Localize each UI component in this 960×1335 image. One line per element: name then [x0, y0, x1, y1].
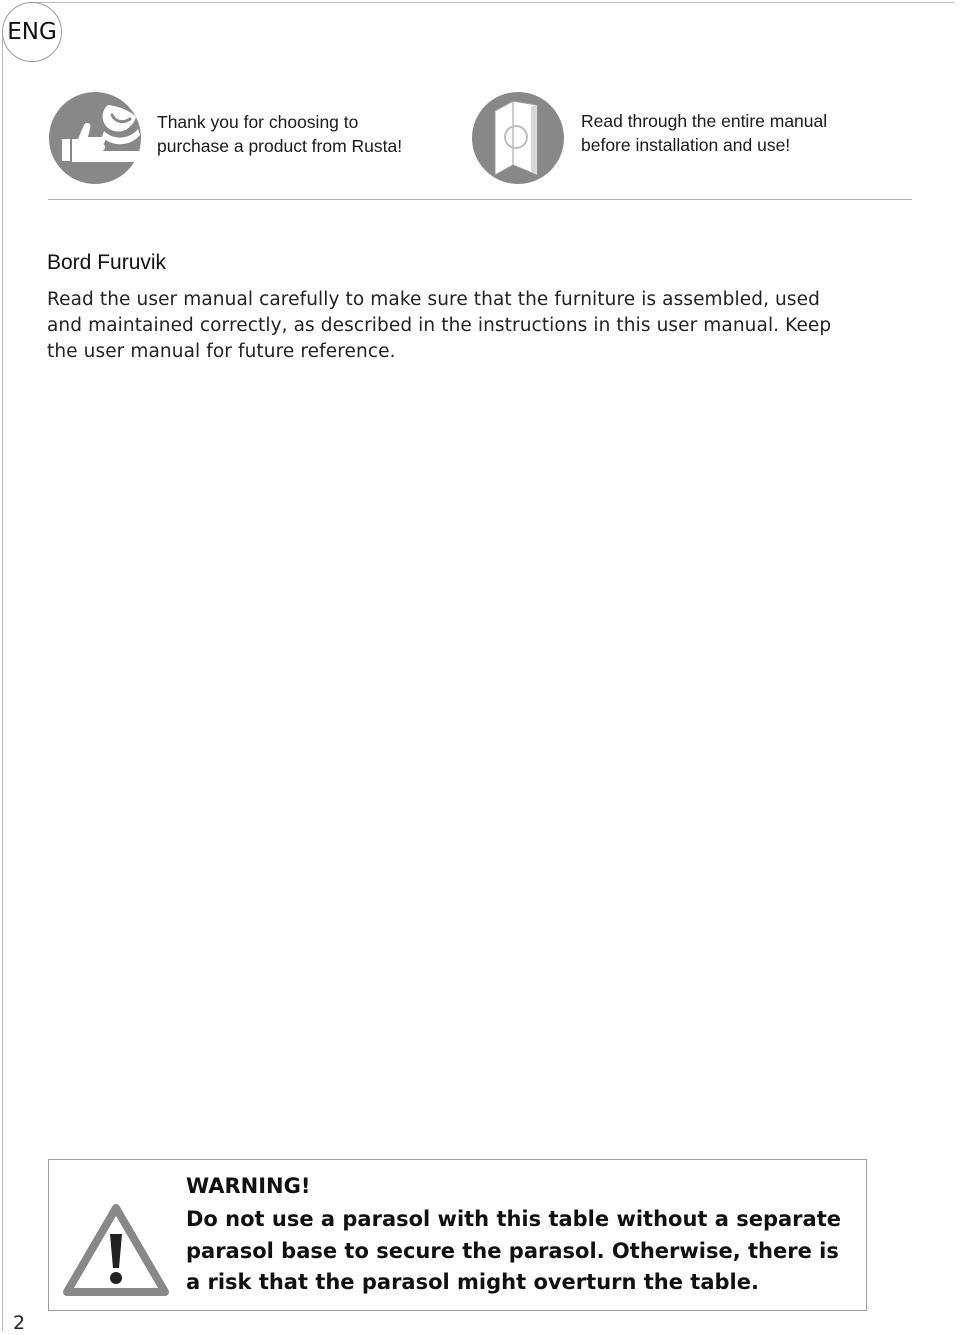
section-divider — [48, 199, 912, 200]
warning-triangle-icon — [63, 1204, 169, 1300]
manual-booklet-icon — [471, 91, 565, 185]
thumbs-up-smile-icon — [48, 91, 142, 185]
product-description: Read the user manual carefully to make sure that the furniture is assembled, used and maintained correctly, as described in the instructions in this user manual. Keep the user manual for future reference. — [47, 289, 832, 362]
page-frame — [2, 2, 954, 1331]
language-badge: ENG — [2, 2, 62, 62]
warning-box — [48, 1159, 867, 1311]
page-number: 2 — [13, 1312, 26, 1334]
warning-title: WARNING! — [186, 1174, 311, 1198]
thanks-text: Thank you for choosing to purchase a product from Rusta! — [157, 112, 403, 156]
warning-text: Do not use a parasol with this table without a separate parasol base to secure the parasol. Otherwise, there is a risk that the parasol might overturn the table. — [186, 1207, 841, 1294]
product-title: Bord Furuvik — [47, 251, 167, 274]
read-manual-text: Read through the entire manual before installation and use! — [581, 111, 828, 155]
